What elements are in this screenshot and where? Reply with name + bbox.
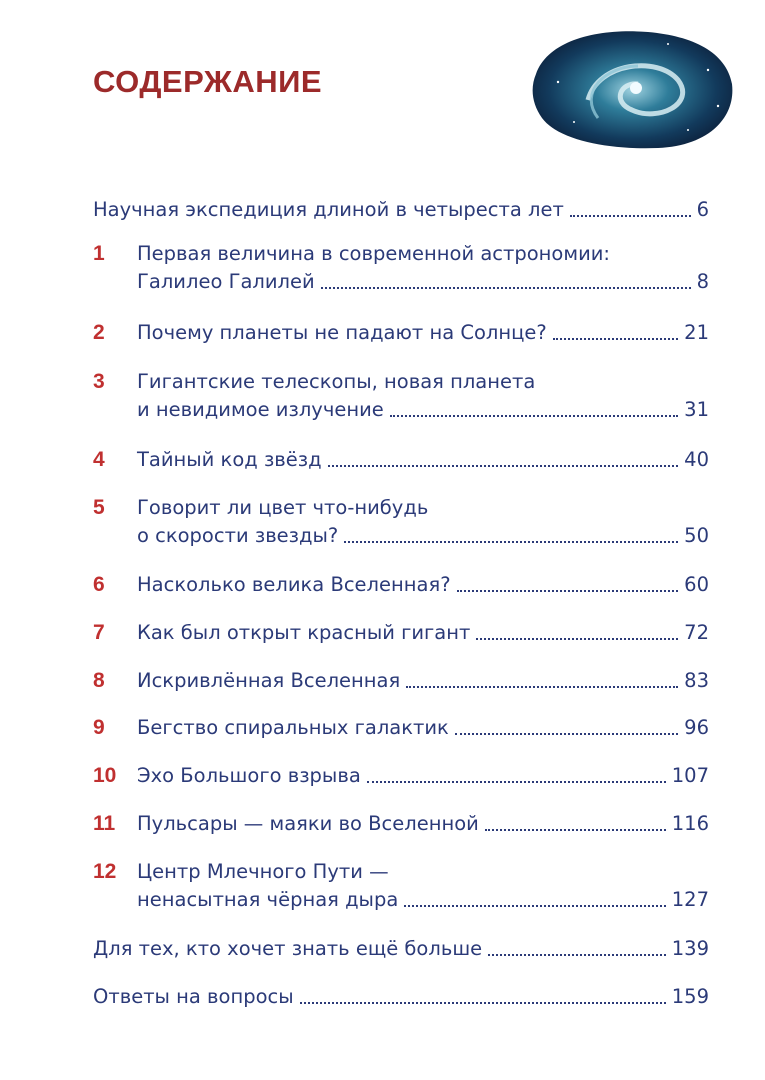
chapter-number: 8 [93, 669, 105, 692]
dot-leader [300, 1002, 666, 1004]
page-number: 60 [684, 573, 709, 596]
toc-entry-line [93, 935, 709, 963]
chapter-title: Почему планеты не падают на Солнце? [137, 321, 547, 344]
chapter-title: Эхо Большого взрыва [137, 764, 361, 787]
chapter-title: о скорости звезды? [137, 524, 339, 547]
dot-leader [404, 905, 665, 907]
chapter-number: 7 [93, 621, 105, 644]
toc-entry[interactable] [93, 935, 709, 963]
dot-leader [344, 541, 678, 543]
toc-entry-line [93, 762, 709, 790]
dot-leader [328, 465, 679, 467]
toc-entry[interactable] [93, 240, 709, 296]
toc-entry-line [93, 983, 709, 1011]
chapter-number: 11 [93, 812, 116, 835]
page-number: 72 [684, 621, 709, 644]
chapter-title: Центр Млечного Пути — [137, 860, 389, 883]
chapter-title: Научная экспедиция длиной в четыреста лет [93, 198, 564, 221]
page-number: 83 [684, 669, 709, 692]
chapter-title: Бегство спиральных галактик [137, 716, 449, 739]
dot-leader [367, 781, 666, 783]
toc-entry-line [93, 268, 709, 296]
chapter-number: 12 [93, 860, 117, 883]
toc-entry-line [93, 319, 709, 347]
page-number: 116 [671, 812, 709, 835]
dot-leader [455, 733, 678, 735]
chapter-number: 10 [93, 764, 117, 787]
dot-leader [457, 590, 679, 592]
toc-entry-line [93, 810, 709, 838]
toc-entry-line [93, 522, 709, 550]
toc-entry[interactable] [93, 319, 709, 347]
page-title: СОДЕРЖАНИЕ [93, 64, 323, 99]
toc-entry-line [93, 619, 709, 647]
toc-entry[interactable] [93, 619, 709, 647]
chapter-title: Гигантские телескопы, новая планета [137, 370, 536, 393]
chapter-title: Пульсары — маяки во Вселенной [137, 812, 479, 835]
chapter-title: Тайный код звёзд [137, 448, 322, 471]
toc-entry-line [93, 571, 709, 599]
page-number: 107 [671, 764, 709, 787]
dot-leader [406, 686, 678, 688]
toc-entry[interactable] [93, 196, 709, 224]
chapter-title: Первая величина в современной астрономии: [137, 242, 610, 265]
page-number: 40 [684, 448, 709, 471]
toc-entry[interactable] [93, 667, 709, 695]
toc-entry[interactable] [93, 762, 709, 790]
toc-entry[interactable] [93, 571, 709, 599]
dot-leader [553, 338, 678, 340]
chapter-title: Говорит ли цвет что-нибудь [137, 496, 429, 519]
chapter-title: ненасытная чёрная дыра [137, 888, 399, 911]
toc-entry[interactable] [93, 858, 709, 914]
page-number: 21 [684, 321, 709, 344]
chapter-number: 3 [93, 370, 105, 393]
toc-entry-line [93, 886, 709, 914]
toc-entry[interactable] [93, 446, 709, 474]
toc-entry-line [93, 714, 709, 742]
page-number: 6 [696, 198, 709, 221]
toc-entry-line [93, 368, 709, 396]
toc-entry-line [93, 858, 709, 886]
chapter-number: 1 [93, 242, 105, 265]
page-number: 96 [684, 716, 709, 739]
toc-entry[interactable] [93, 494, 709, 550]
toc-entry-line [93, 446, 709, 474]
chapter-title: и невидимое излучение [137, 398, 384, 421]
dot-leader [321, 287, 691, 289]
dot-leader [570, 215, 691, 217]
toc-entry-line [93, 240, 709, 268]
chapter-title: Как был открыт красный гигант [137, 621, 471, 644]
toc-entry[interactable] [93, 810, 709, 838]
page-number: 127 [671, 888, 709, 911]
toc-entry-line [93, 667, 709, 695]
chapter-number: 6 [93, 573, 105, 596]
chapter-number: 5 [93, 496, 105, 519]
chapter-number: 9 [93, 716, 105, 739]
chapter-number: 2 [93, 321, 105, 344]
chapter-number: 4 [93, 448, 105, 471]
chapter-title: Ответы на вопросы [93, 985, 294, 1008]
chapter-title: Насколько велика Вселенная? [137, 573, 451, 596]
toc-entry[interactable] [93, 983, 709, 1011]
toc-entry-line [93, 196, 709, 224]
galaxy-illustration [528, 22, 736, 154]
dot-leader [485, 829, 666, 831]
dot-leader [488, 954, 666, 956]
chapter-title: Для тех, кто хочет знать ещё больше [93, 937, 483, 960]
toc-entry-line [93, 494, 709, 522]
toc-entry-line [93, 396, 709, 424]
page-number: 139 [671, 937, 709, 960]
dot-leader [390, 415, 678, 417]
chapter-title: Галилео Галилей [137, 270, 315, 293]
toc-entry[interactable] [93, 368, 709, 424]
toc-entry[interactable] [93, 714, 709, 742]
page-number: 31 [684, 398, 709, 421]
page-number: 159 [671, 985, 709, 1008]
chapter-title: Искривлённая Вселенная [137, 669, 401, 692]
page-number: 8 [696, 270, 709, 293]
dot-leader [476, 638, 678, 640]
page-number: 50 [684, 524, 709, 547]
